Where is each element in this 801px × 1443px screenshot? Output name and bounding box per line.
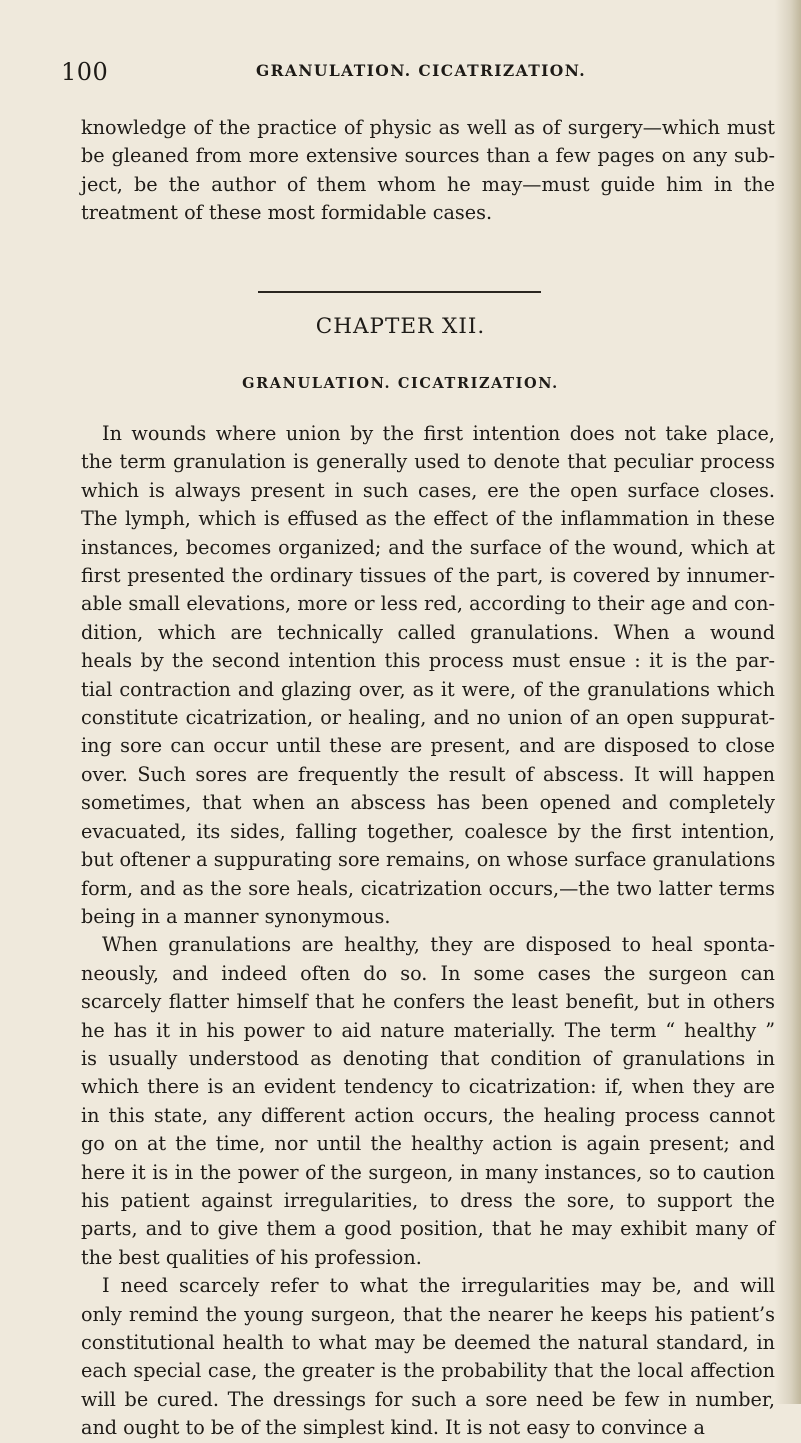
intro-paragraph [81,114,775,228]
text-line: tial contraction and glazing over, as it were, of the granulations which [81,677,775,701]
text-line: constitute cicatrization, or healing, and no union of an open suppurat- [81,706,775,730]
text-line: heals by the second intention this process must ensue : it is the par- [81,649,775,673]
text-line: over. Such sores are frequently the result of abscess. It will happen [81,762,775,786]
text-line: is usually understood as denoting that condition of granulations in [81,1046,775,1070]
chapter-title: CHAPTER XII. [315,314,486,339]
text-line: go on at the time, nor until the healthy action is again present; and [81,1132,775,1156]
text-line: he has it in his power to aid nature materially. The term “ healthy ” [81,1018,775,1042]
section-divider-rule [258,291,541,293]
text-line: scarcely flatter himself that he confers the least benefit, but in others [81,990,775,1014]
text-line: ject, be the author of them whom he may—must guide him in the [81,172,775,196]
text-line: When granulations are healthy, they are disposed to heal sponta- [102,933,775,957]
text-line: which is always present in such cases, ere the open surface closes. [81,478,775,502]
text-line: only remind the young surgeon, that the nearer he keeps his patient’s [81,1302,775,1326]
text-line: and ought to be of the simplest kind. It is not easy to convince a [81,1416,705,1440]
text-line: be gleaned from more extensive sources than a few pages on any sub- [81,144,775,168]
text-line: here it is in the power of the surgeon, in many instances, so to caution [81,1160,775,1184]
text-line: being in a manner synonymous. [81,904,391,928]
text-line: will be cured. The dressings for such a sore need be few in number, [81,1387,775,1411]
text-line: each special case, the greater is the probability that the local affection [81,1359,775,1383]
running-head: GRANULATION. CICATRIZATION. [256,61,587,80]
chapter-body [81,420,775,1443]
text-line: his patient against irregularities, to dress the sore, to support the [81,1188,775,1212]
text-line: In wounds where union by the first intention does not take place, [102,422,775,445]
page-edge-shadow [775,0,801,1404]
text-line: knowledge of the practice of physic as well as of surgery—which must [81,116,775,139]
chapter-subtitle: GRANULATION. CICATRIZATION. [242,375,559,392]
text-line: treatment of these most formidable cases. [81,201,493,225]
text-line: the term granulation is generally used to denote that peculiar process [81,450,775,474]
text-line: first presented the ordinary tissues of the part, is covered by innumer- [81,564,775,588]
text-line: but oftener a suppurating sore remains, on whose surface granulations [81,848,776,872]
text-line: constitutional health to what may be deemed the natural standard, in [81,1331,775,1354]
text-line: dition, which are technically called granulations. When a wound [81,620,775,644]
text-line: able small elevations, more or less red, according to their age and con- [81,592,775,616]
text-line: the best qualities of his profession. [81,1245,422,1269]
text-line: form, and as the sore heals, cicatrization occurs,—the two latter terms [81,876,775,900]
text-line: ing sore can occur until these are present, and are disposed to close [81,734,775,758]
text-line: evacuated, its sides, falling together, coalesce by the first intention, [81,819,775,843]
text-line: I need scarcely refer to what the irregularities may be, and will [102,1274,775,1298]
text-line: parts, and to give them a good position, that he may exhibit many of [81,1217,775,1241]
text-line: The lymph, which is effused as the effect of the inflammation in these [81,507,775,531]
text-line: which there is an evident tendency to cicatrization: if, when they are [81,1075,775,1099]
text-line: neously, and indeed often do so. In some cases the surgeon can [81,961,775,985]
text-line: sometimes, that when an abscess has been opened and completely [81,791,775,815]
text-line: in this state, any different action occurs, the healing process cannot [81,1103,775,1127]
page-number: 100 [61,58,109,86]
text-line: instances, becomes organized; and the surface of the wound, which at [81,535,775,559]
